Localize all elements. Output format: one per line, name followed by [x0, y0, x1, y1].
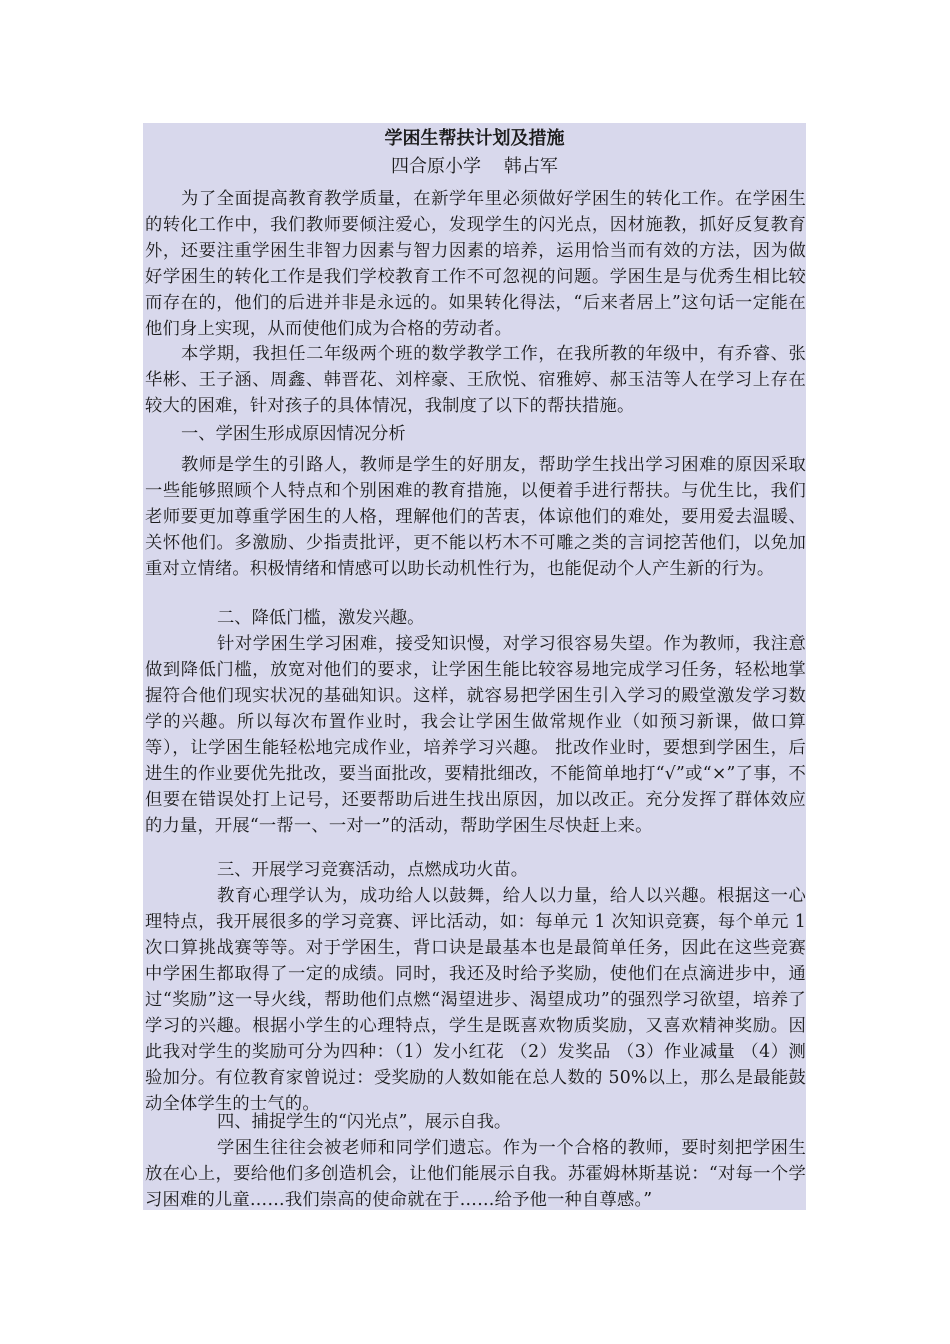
document-author-line: 四合原小学 韩占军: [391, 156, 558, 177]
paragraph-section-2: 针对学困生学习困难，接受知识慢，对学习很容易失望。作为教师，我注意做到降低门槛，放宽对他们的要求，让学困生能比较容易地完成学习任务，轻松地掌握符合他们现实状况的基础知识。这样，就容易把学困生引入学习的殿堂激发学习数学的兴趣。所以每次布置作业时，我会让学困生做常规作业（如预习新课，做口算等），让学困生能轻松地完成作业，培养学习兴趣。 批改作业时，要想到学困生，后进生的作业要优先批改，要当面批改，要精批细改，不能简单地打“√”或“×”了事，不但要在错误处打上记号，还要帮助后进生找出原因，加以改正。充分发挥了群体效应的力量，开展“一帮一、一对一”的活动，帮助学困生尽快赶上来。: [145, 634, 806, 836]
document-page: [143, 123, 806, 1210]
paragraph-section-4: 学困生往往会被老师和同学们遗忘。作为一个合格的教师，要时刻把学困生放在心上，要给他们多创造机会，让他们能展示自我。苏霍姆林斯基说：“对每一个学习困难的儿童……我们崇高的使命就在于……给予他一种自尊感。”: [145, 1138, 806, 1210]
paragraph-intro: 为了全面提高教育教学质量，在新学年里必须做好学困生的转化工作。在学困生的转化工作中，我们教师要倾注爱心，发现学生的闪光点，因材施教，抓好反复教育外，还要注重学困生非智力因素与智力因素的培养，运用恰当而有效的方法，因为做好学困生的转化工作是我们学校教育工作不可忽视的问题。学困生是与优秀生相比较而存在的，他们的后进并非是永远的。如果转化得法，“后来者居上”这句话一定能在他们身上实现，从而使他们成为合格的劳动者。: [145, 189, 806, 339]
section-heading-4: 四、捕捉学生的“闪光点”，展示自我。: [217, 1112, 512, 1132]
section-heading-3: 三、开展学习竞赛活动，点燃成功火苗。: [217, 860, 529, 880]
paragraph-section-3: 教育心理学认为，成功给人以鼓舞，给人以力量，给人以兴趣。根据这一心理特点，我开展很多的学习竞赛、评比活动，如：每单元 1 次知识竞赛，每个单元 1 次口算挑战赛等等。对于学困生，背口诀是最基本也是最简单任务，因此在这些竞赛中学困生都取得了一定的成绩。同时，我还及时给予奖励，使他们在点滴进步中，通过“奖励”这一导火线，帮助他们点燃“渴望进步、渴望成功”的强烈学习欲望，培养了学习的兴趣。根据小学生的心理特点，学生是既喜欢物质奖励，又喜欢精神奖励。因此我对学生的奖励可分为四种：（1）发小红花 （2）发奖品 （3）作业减量 （4）测验加分。有位教育家曾说过：受奖励的人数如能在总人数的 50%以上，那么是最能鼓动全体学生的士气的。: [145, 886, 806, 1114]
document-title: 学困生帮扶计划及措施: [384, 128, 565, 149]
paragraph-section-1: 教师是学生的引路人，教师是学生的好朋友，帮助学生找出学习困难的原因采取一些能够照顾个人特点和个别困难的教育措施，以便着手进行帮扶。与优生比，我们老师要更加尊重学困生的人格，理解他们的苦衷，体谅他们的难处，要用爱去温暖、关怀他们。多激励、少指责批评，更不能以朽木不可雕之类的言词挖苦他们，以免加重对立情绪。积极情绪和情感可以助长动机性行为，也能促动个人产生新的行为。: [145, 455, 806, 579]
section-heading-1: 一、学困生形成原因情况分析: [181, 424, 406, 444]
paragraph-students: 本学期，我担任二年级两个班的数学教学工作，在我所教的年级中，有乔睿、张华彬、王子涵、周鑫、韩晋花、刘梓豪、王欣悦、宿雅婷、郝玉洁等人在学习上存在较大的困难，针对孩子的具体情况，我制度了以下的帮扶措施。: [145, 344, 806, 416]
section-heading-2: 二、降低门槛，激发兴趣。: [217, 608, 425, 628]
